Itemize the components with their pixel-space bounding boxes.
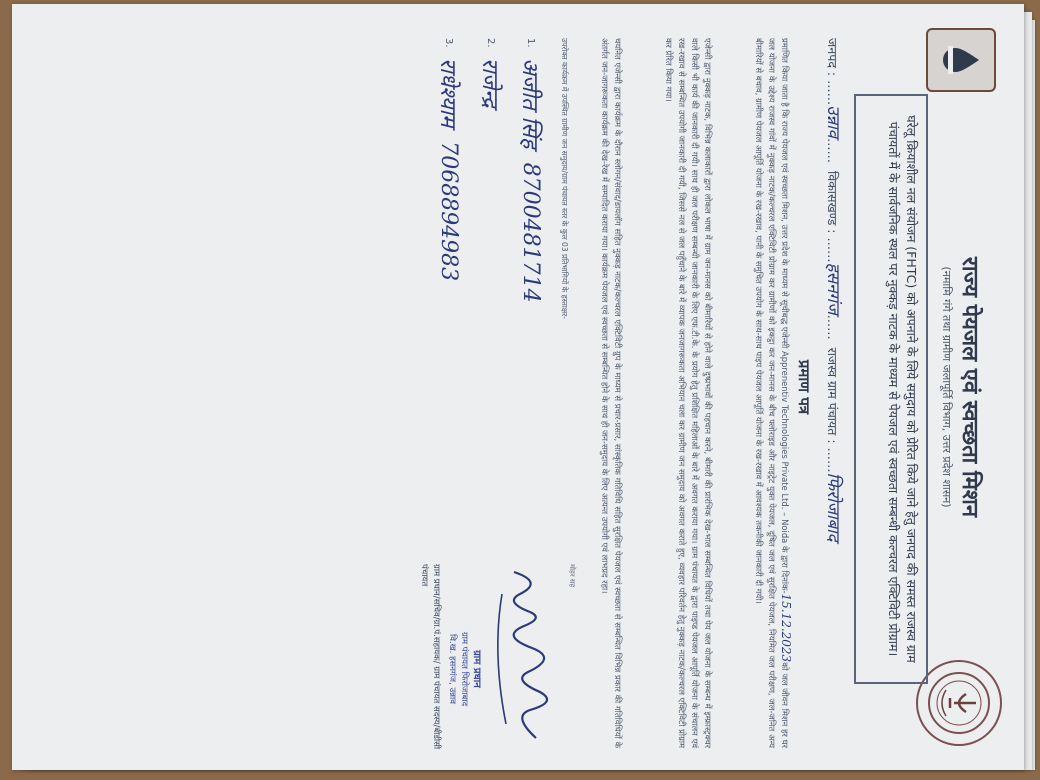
paragraph-3: चयनित एजेन्सी द्वारा कार्यक्रम के दौरान स्लोगन/संवाद/डायलॉग सहित नुक्कड़ नाटक/कल्चरल एक्टिविटी ग्रुप के माध्यम से प्रचार-प्रसार, सांस्कृतिक गतिविधि सहित सुरक्षित पेयजल एवं स्वच्छता से सम्बन्धित विभिन्न प्रकार की गतिविधियों के अंतर्गत जन-जागरूकता कार्यक्रम की देख-रेख में सम्पादित कराया गया। कार्यक्रम पेयजल एवं स्वच्छता से सम्बन्धित होने के साथ ही जन-समुदाय के लिए अत्यन्त उपयोगी एवं लाभप्रद रहा। — [600, 38, 623, 748]
signatory-name: राधेश्याम — [435, 58, 460, 128]
signatory-number: 2. — [485, 38, 497, 48]
handwritten-signature-icon — [484, 564, 554, 754]
block-label: विकासखण्ड : — [825, 170, 840, 234]
seal-note: मोहर सह — [568, 564, 576, 588]
official-signature-block — [404, 564, 554, 754]
signatory-number: 3. — [443, 38, 455, 48]
department-subtitle: (नमामि गंगे तथा ग्रामीण जलापूर्ति विभाग, उत्तर प्रदेश शासन) — [940, 266, 953, 508]
certificate-heading: प्रमाण पत्र — [795, 359, 813, 415]
program-topic-box — [854, 94, 928, 684]
paragraph-1-start: प्रमाणित किया जाता है कि राज्य पेयजल एवं स्वच्छता मिशन, उत्तर प्रदेश के माध्यम से सूचीबद्ध एजेन्सी Apprenentiv Technologies Private Ltd. – Noida के द्वारा दिनांक- — [780, 38, 790, 594]
official-stamp — [446, 584, 482, 754]
paragraph-2: एजेन्सी द्वारा नुक्कड़ नाटक, विभिन्न कलाकारों द्वारा लोकल भाषा में ग्राम जन-मानस को बीमारियों से होने वाले दुष्प्रभावों की पहचान करने, बीमारी की प्रारंभिक देख-भाल सम्बन्धित विधियों तथा पेय जल योजना के सम्बन्ध में इम्फ्रास्ट्रक्चर वाले किसी भी कार्य की जानकारी दी गयी। साथ ही जल परीक्षण सम्बन्धी जानकारी के लिए एफ.टी.के. के प्रयोग हेतु प्रशिक्षित महिलाओं के बारे में अवगत कराया गया। ग्राम पंचायत के द्वारा पाइप्ड पेयजल आपूर्ति योजना के संचालन एवं रख-रखाव से सम्बन्धित उपयोगी जानकारी दी गयी, जिससे नल से जल पहुँचाने के बारे में व्यापक जनजागरूकता अभियान चला कर ग्रामीण जन समुदाय को अवगत कराते हुए, व्यवहार परिवर्तन हेतु नुक्कड़ नाटक/कल्चरल एक्टिविटी प्रोग्राम कर प्रेरित किया गया। — [664, 38, 713, 748]
paragraph-1-end: को जल जीवन मिशन हर घर जल योजना के उद्देश्य राजस्व गांवों में नुक्कड़ नाटक/कल्चरल एक्टिविटी प्रोग्राम कर ग्रामीणों को इकट्ठा कर जन-मानस के बीच फ्लोराइड और नाइट्रेट युक्त पेयजल, दूषित जल एवं सुरक्षित पेयजल, नियमित जल परीक्षण, जल-जनित अन्य बीमारियों से बचाव, ग्रामीण पेयजल आपूर्ति योजना के रख-रखाव, पानी के समुचित उपयोग के साथ-साथ पाइप पेयजल आपूर्ति योजना के रख-रखाव में आवश्यक तकनीकी जानकारी दी गयी। — [754, 38, 790, 748]
signatory-name: राजेन्द्र — [477, 58, 502, 108]
district-label: जनपद : — [825, 38, 840, 77]
stamp-line-1: ग्राम प्रधान — [471, 650, 482, 688]
panchayat-label: राजस्व ग्राम पंचायत : — [825, 347, 840, 444]
stamp-line-3: वि.ख. हसनगंज, उन्नाव — [447, 634, 457, 704]
signatory-phone: 8700481714 — [518, 162, 544, 303]
signatories-intro: उपरोक्त कार्यक्रम में उपस्थित ग्रामीण जन समुदाय/ग्राम पंचायत स्तर के कुल 03 प्रतिभागियों के हस्ताक्षर- — [560, 38, 569, 319]
paragraph-1 — [722, 38, 792, 748]
signatory-row-3 — [434, 38, 464, 598]
official-role-caption: ग्राम प्रधान/सचिव/ग्रा.पं.सहायक/ ग्राम पंचायत सदस्य/बीडीसी पंचायत — [419, 564, 441, 750]
mission-title: राज्य पेयजल एवं स्वच्छता मिशन — [957, 256, 982, 518]
stamp-line-2: ग्राम पंचायत फिरोजाबाद — [459, 631, 469, 707]
panchayat-value: फिरोजाबाद — [823, 472, 843, 542]
signatory-phone: 7068894983 — [436, 141, 462, 282]
district-value: उन्नाव — [823, 105, 843, 138]
rotated-document — [12, 4, 1024, 770]
program-topic-text: घरेलू क्रियाशील नल संयोजन (FHTC) को अपनाने के लिये समुदाय को प्रेरित किये जाने हेतु जनपद की समस्त राजस्व ग्राम पंचायतों में के सार्वजनिक स्थल पर नुक्कड़ नाटक के माध्यम से पेयजल एवं स्वच्छता सम्बन्धी कल्चरल एक्टिविटी प्रोग्राम। — [886, 115, 919, 663]
signatory-row-1 — [516, 38, 546, 598]
signatory-name: अजीत सिंह — [517, 58, 542, 149]
signatory-row-2 — [476, 38, 506, 598]
certificate-paper — [12, 4, 1024, 770]
location-line: जनपद : ……उन्नाव…… विकासखण्ड : ……हसनगंज…… राजस्व ग्राम पंचायत : ……फिरोजाबाद — [823, 38, 843, 542]
block-value: हसनगंज — [823, 262, 843, 315]
signatory-number: 1. — [525, 38, 537, 48]
event-date: 15.12.2023 — [779, 593, 793, 663]
